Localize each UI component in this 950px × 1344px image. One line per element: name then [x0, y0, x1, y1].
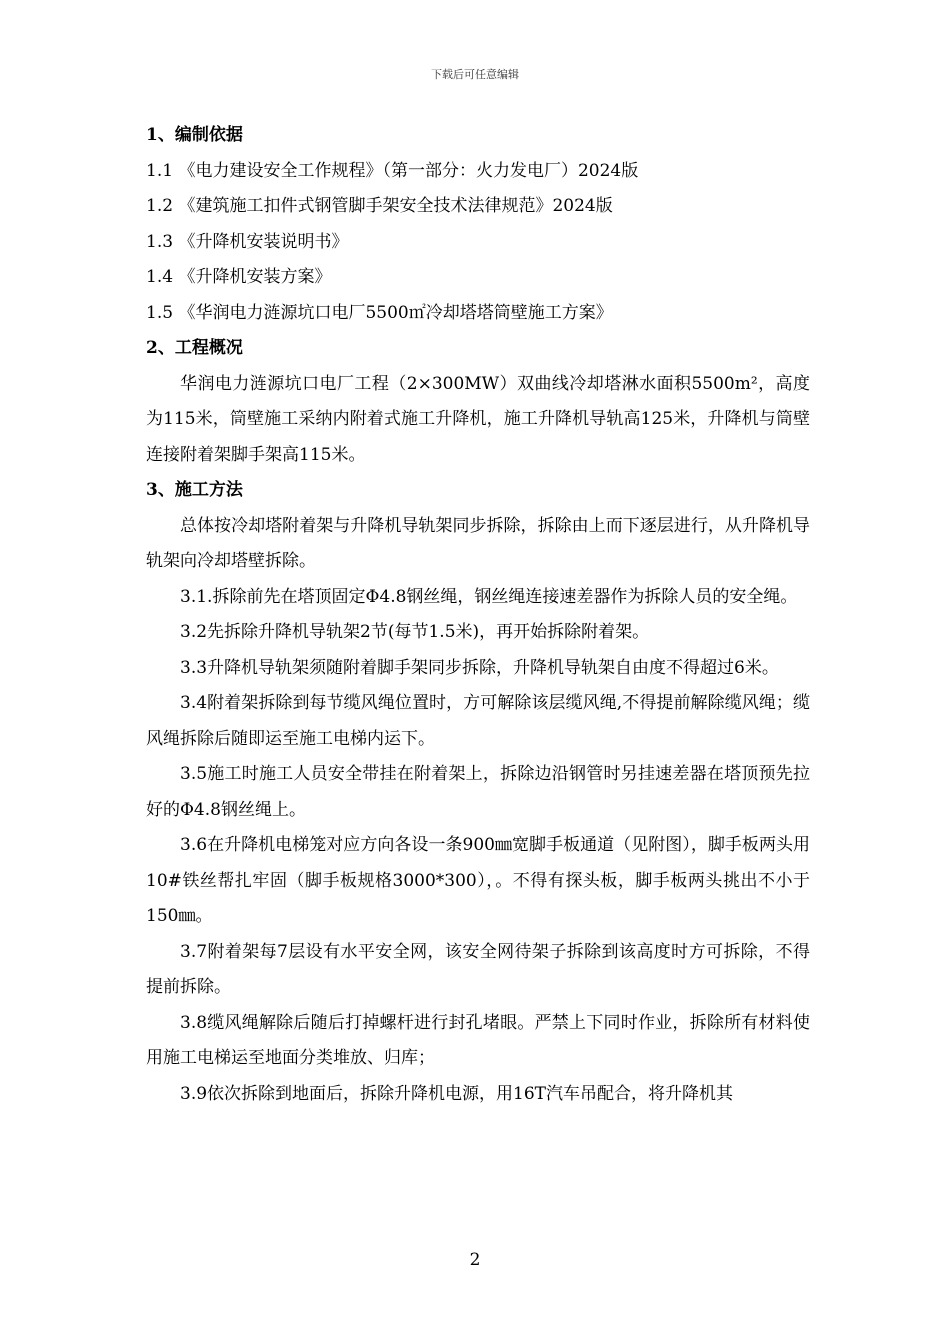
- basis-item: 1.1 《电力建设安全工作规程》（第一部分：火力发电厂）2024版: [146, 160, 639, 181]
- method-step: 3.2先拆除升降机导轨架2节(每节1.5米)，再开始拆除附着架。: [180, 622, 650, 642]
- method-step: 3.7附着架每7层设有水平安全网，该安全网待架子拆除到该高度时方可拆除，不得提前拆除。: [146, 941, 810, 997]
- method-step: 3.1.拆除前先在塔顶固定Φ4.8钢丝绳，钢丝绳连接速差器作为拆除人员的安全绳。: [180, 586, 798, 607]
- overview-paragraph: 华润电力涟源坑口电厂工程（2×300MW）双曲线冷却塔淋水面积5500m²，高度为115米，筒壁施工采纳内附着式施工升降机，施工升降机导轨高125米，升降机与筒壁连接附着架脚手架高115米。: [146, 373, 810, 465]
- method-step: 3.8缆风绳解除后随后打掉螺杆进行封孔堵眼。严禁上下同时作业，拆除所有材料使用施工电梯运至地面分类堆放、归库；: [146, 1012, 810, 1068]
- section-heading-overview: 2、工程概况: [146, 338, 243, 358]
- method-paragraph: 总体按冷却塔附着架与升降机导轨架同步拆除，拆除由上而下逐层进行，从升降机导轨架向冷却塔壁拆除。: [146, 515, 810, 571]
- method-step: 3.4附着架拆除到每节缆风绳位置时，方可解除该层缆风绳,不得提前解除缆风绳；缆风绳拆除后随即运至施工电梯内运下。: [146, 693, 810, 749]
- method-step: 3.5施工时施工人员安全带挂在附着架上，拆除边沿钢管时另挂速差器在塔顶预先拉好的Φ4.8钢丝绳上。: [146, 764, 810, 820]
- document-body: [146, 118, 810, 1112]
- section-heading-basis: 1、编制依据: [146, 125, 243, 145]
- basis-item: 1.5 《华润电力涟源坑口电厂5500㎡冷却塔塔筒壁施工方案》: [146, 302, 613, 323]
- basis-item: 1.2 《建筑施工扣件式钢管脚手架安全技术法律规范》2024版: [146, 196, 613, 216]
- section-heading-method: 3、施工方法: [146, 480, 243, 500]
- method-step: 3.9依次拆除到地面后，拆除升降机电源，用16T汽车吊配合，将升降机其: [180, 1083, 734, 1104]
- basis-item: 1.4 《升降机安装方案》: [146, 267, 332, 287]
- basis-item: 1.3 《升降机安装说明书》: [146, 231, 349, 252]
- page-header: 下载后可任意编辑: [431, 68, 519, 81]
- page-number: 2: [469, 1250, 481, 1270]
- method-step: 3.3升降机导轨架须随附着脚手架同步拆除，升降机导轨架自由度不得超过6米。: [180, 657, 779, 678]
- method-step: 3.6在升降机电梯笼对应方向各设一条900㎜宽脚手板通道（见附图），脚手板两头用10#铁丝帮扎牢固（脚手板规格3000*300），。不得有探头板，脚手板两头挑出不小于150㎜。: [146, 835, 810, 926]
